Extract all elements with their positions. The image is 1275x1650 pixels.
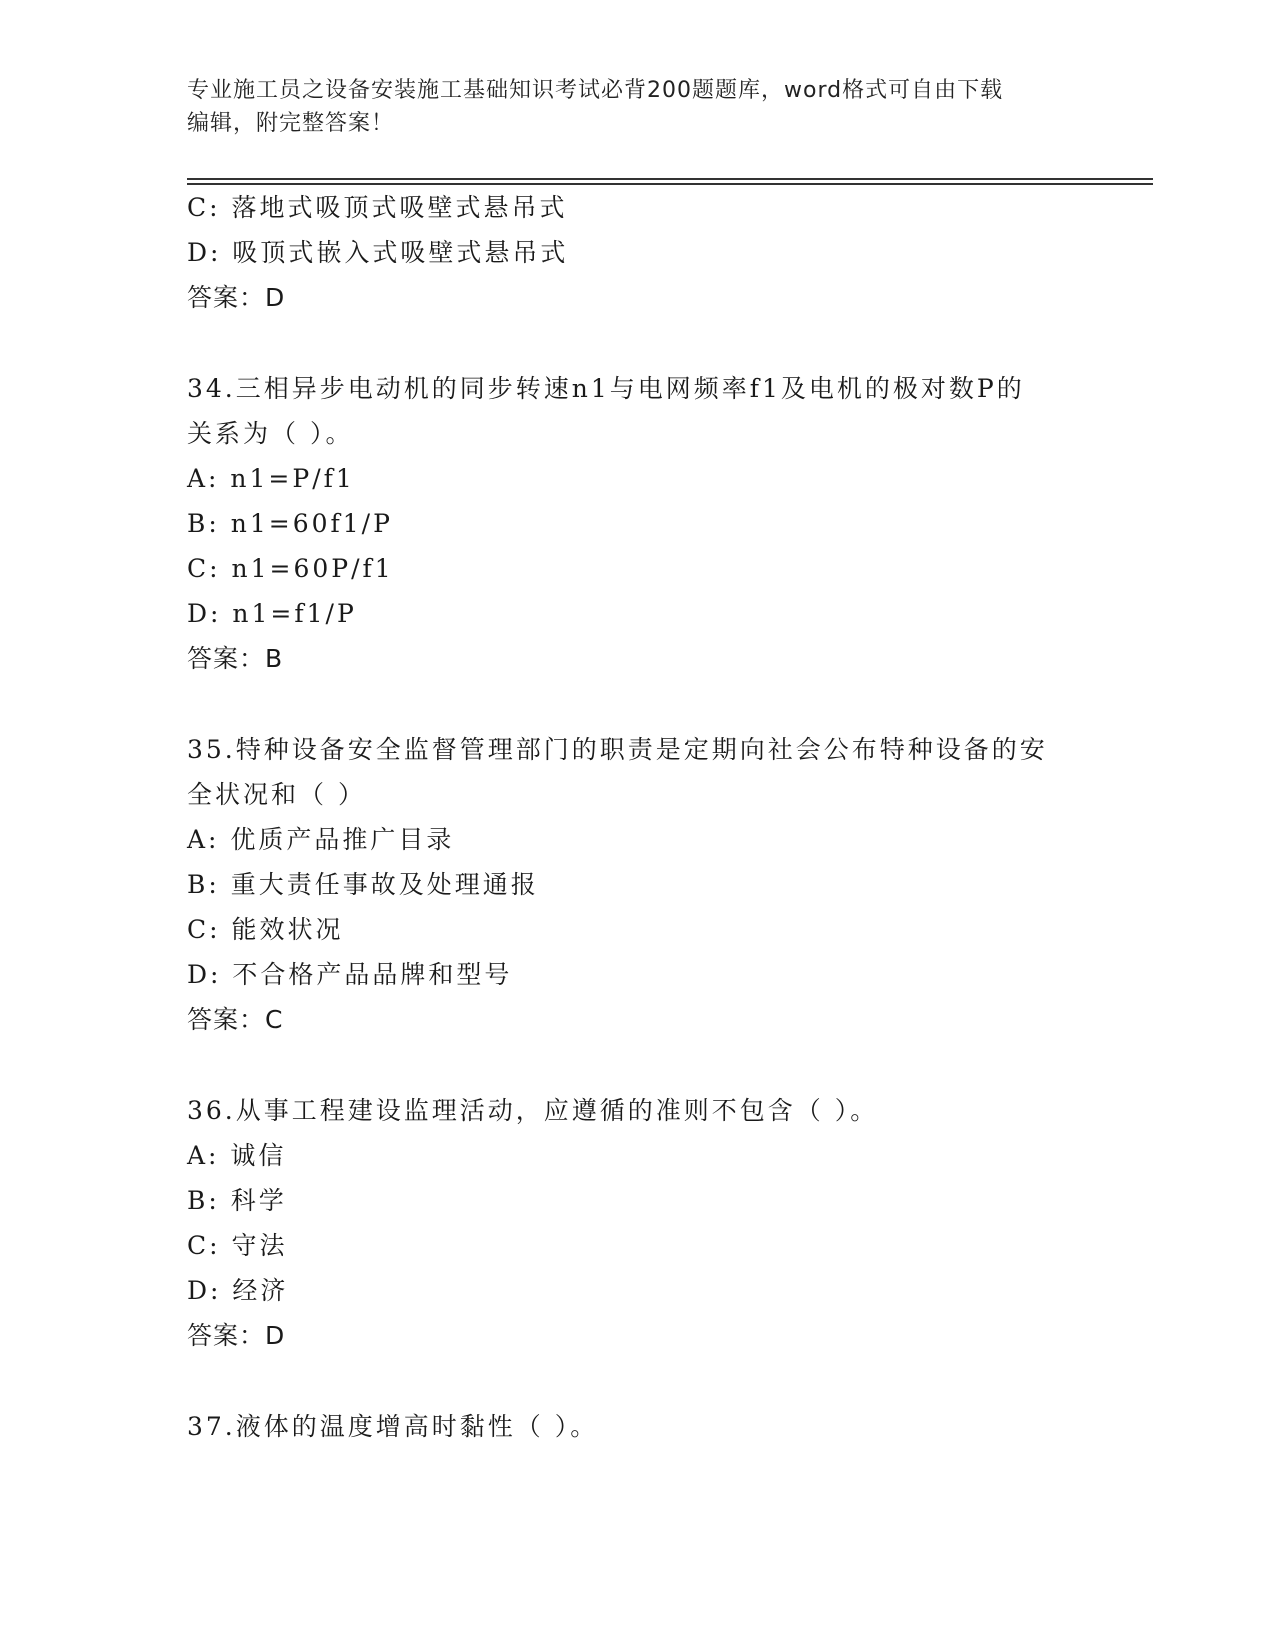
q35-answer: 答案：C bbox=[187, 1005, 284, 1034]
header-line-1: 专业施工员之设备安装施工基础知识考试必背200题题库，word格式可自由下载 bbox=[187, 78, 1004, 103]
q34-option-c: C: n1=60P/f1 bbox=[187, 554, 394, 583]
q36-option-c: C: 守法 bbox=[187, 1231, 288, 1260]
q36-option-d: D: 经济 bbox=[187, 1276, 289, 1305]
header-divider-bottom bbox=[187, 183, 1153, 185]
q34-option-a: A: n1=P/f1 bbox=[187, 464, 355, 493]
document-header bbox=[187, 74, 1077, 140]
header-line-2: 编辑，附完整答案！ bbox=[187, 111, 395, 136]
q35-stem-line-2: 全状况和（ ） bbox=[187, 780, 366, 809]
q35-option-a: A: 优质产品推广目录 bbox=[187, 825, 455, 854]
q36-stem-line-1: 36.从事工程建设监理活动，应遵循的准则不包含（ ）。 bbox=[187, 1096, 879, 1125]
q37-stem-line-1: 37.液体的温度增高时黏性（ ）。 bbox=[187, 1412, 599, 1441]
q34-stem-line-1: 34.三相异步电动机的同步转速n1与电网频率f1及电机的极对数P的 bbox=[187, 374, 1025, 403]
q36-answer: 答案：D bbox=[187, 1321, 286, 1350]
header-divider-top bbox=[187, 178, 1153, 180]
q34-option-d: D: n1=f1/P bbox=[187, 599, 357, 628]
q33-option-c: C: 落地式吸顶式吸壁式悬吊式 bbox=[187, 193, 568, 222]
q33-option-d: D: 吸顶式嵌入式吸壁式悬吊式 bbox=[187, 238, 569, 267]
q35-stem-line-1: 35.特种设备安全监督管理部门的职责是定期向社会公布特种设备的安 bbox=[187, 735, 1048, 764]
q34-option-b: B: n1=60f1/P bbox=[187, 509, 393, 538]
q33-answer: 答案：D bbox=[187, 283, 286, 312]
q34-answer: 答案：B bbox=[187, 644, 284, 673]
q35-option-d: D: 不合格产品品牌和型号 bbox=[187, 960, 513, 989]
q36-option-b: B: 科学 bbox=[187, 1186, 287, 1215]
q35-option-b: B: 重大责任事故及处理通报 bbox=[187, 870, 539, 899]
q36-option-a: A: 诚信 bbox=[187, 1141, 287, 1170]
q34-stem-line-2: 关系为（ ）。 bbox=[187, 419, 354, 448]
q35-option-c: C: 能效状况 bbox=[187, 915, 344, 944]
